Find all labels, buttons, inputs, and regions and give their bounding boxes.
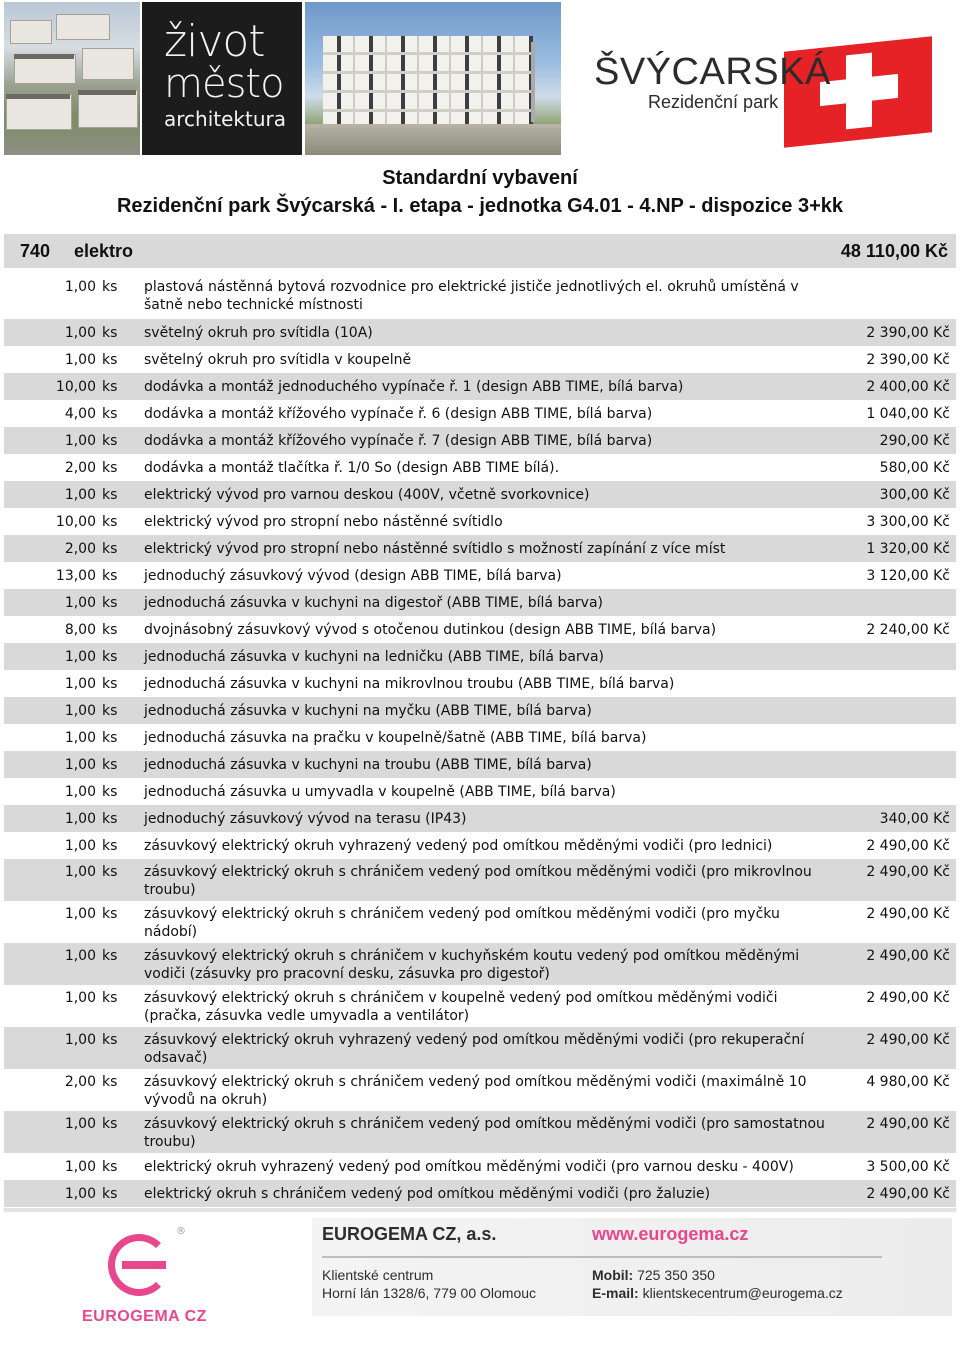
item-price: 2 490,00 Kč xyxy=(866,1186,950,1202)
item-unit: ks xyxy=(102,757,118,773)
item-quantity: 1,00 xyxy=(64,595,96,611)
item-price: 2 390,00 Kč xyxy=(866,352,950,368)
footer xyxy=(4,1208,956,1368)
item-quantity: 1,00 xyxy=(64,487,96,503)
item-unit: ks xyxy=(102,568,118,584)
footer-address-line1: Klientské centrum xyxy=(322,1267,434,1283)
item-description: jednoduchá zásuvka v kuchyni na troubu (ABB TIME, bílá barva) xyxy=(144,757,592,773)
item-price: 2 390,00 Kč xyxy=(866,325,950,341)
table-row xyxy=(4,400,956,427)
header-banner xyxy=(4,2,956,155)
item-description: zásuvkový elektrický okruh vyhrazený vedený pod omítkou měděnými vodiči (pro lednici) xyxy=(144,838,773,854)
section-name: elektro xyxy=(74,241,134,261)
item-quantity: 1,00 xyxy=(64,730,96,746)
item-unit: ks xyxy=(102,433,118,449)
item-quantity: 1,00 xyxy=(64,1032,96,1048)
item-quantity: 2,00 xyxy=(64,460,96,476)
item-unit: ks xyxy=(102,379,118,395)
table-row xyxy=(4,643,956,670)
item-price: 580,00 Kč xyxy=(879,460,950,476)
svycarska-brand xyxy=(562,2,956,155)
item-quantity: 1,00 xyxy=(64,838,96,854)
table-row xyxy=(4,1027,956,1069)
table-row xyxy=(4,778,956,805)
logo-line-1: život xyxy=(164,16,265,67)
section-code: 740 xyxy=(20,241,51,261)
item-price: 2 490,00 Kč xyxy=(866,838,950,854)
item-quantity: 1,00 xyxy=(64,703,96,719)
item-description: světelný okruh pro svítidla (10A) xyxy=(144,325,373,341)
table-row xyxy=(4,1180,956,1207)
table-row xyxy=(4,508,956,535)
item-quantity: 10,00 xyxy=(55,379,96,395)
item-quantity: 4,00 xyxy=(64,406,96,422)
item-description: zásuvkový elektrický okruh vyhrazený vedený pod omítkou měděnými vodiči (pro rekuperační odsavač) xyxy=(144,1032,805,1066)
item-quantity: 10,00 xyxy=(55,514,96,530)
item-unit: ks xyxy=(102,352,118,368)
item-unit: ks xyxy=(102,325,118,341)
email-label: E-mail: xyxy=(592,1285,639,1301)
mobile-label: Mobil: xyxy=(592,1267,634,1283)
item-quantity: 1,00 xyxy=(64,279,96,295)
item-unit: ks xyxy=(102,990,118,1006)
item-quantity: 1,00 xyxy=(64,676,96,692)
item-unit: ks xyxy=(102,1186,118,1202)
items-table xyxy=(4,274,956,1207)
item-price: 3 500,00 Kč xyxy=(866,1159,950,1175)
table-row xyxy=(4,454,956,481)
table-row xyxy=(4,1111,956,1153)
item-price: 2 490,00 Kč xyxy=(866,990,950,1006)
item-price: 1 320,00 Kč xyxy=(866,541,950,557)
item-quantity: 1,00 xyxy=(64,990,96,1006)
zivot-mesto-logo xyxy=(142,2,302,155)
item-price: 2 240,00 Kč xyxy=(866,622,950,638)
item-price: 340,00 Kč xyxy=(879,811,950,827)
table-row xyxy=(4,832,956,859)
logo-line-3: architektura xyxy=(164,107,286,131)
item-price: 300,00 Kč xyxy=(879,487,950,503)
table-row xyxy=(4,859,956,901)
item-description: elektrický okruh s chráničem vedený pod omítkou měděnými vodiči (pro žaluzie) xyxy=(144,1186,711,1202)
item-quantity: 1,00 xyxy=(64,1116,96,1132)
item-price: 3 300,00 Kč xyxy=(866,514,950,530)
item-unit: ks xyxy=(102,1116,118,1132)
item-price: 2 490,00 Kč xyxy=(866,1116,950,1132)
item-description: dodávka a montáž křížového vypínače ř. 6 (design ABB TIME, bílá barva) xyxy=(144,406,653,422)
table-row xyxy=(4,535,956,562)
item-quantity: 2,00 xyxy=(64,541,96,557)
item-price: 290,00 Kč xyxy=(879,433,950,449)
item-price: 2 490,00 Kč xyxy=(866,1032,950,1048)
table-row xyxy=(4,319,956,346)
item-unit: ks xyxy=(102,1159,118,1175)
section-total: 48 110,00 Kč xyxy=(840,241,948,261)
table-row xyxy=(4,697,956,724)
item-quantity: 1,00 xyxy=(64,649,96,665)
footer-company: EUROGEMA CZ, a.s. xyxy=(322,1224,497,1244)
item-price: 4 980,00 Kč xyxy=(866,1074,950,1090)
item-unit: ks xyxy=(102,703,118,719)
building-photo xyxy=(305,2,561,155)
item-description: jednoduchá zásuvka v kuchyni na myčku (ABB TIME, bílá barva) xyxy=(144,703,592,719)
table-row xyxy=(4,943,956,985)
item-price: 3 120,00 Kč xyxy=(866,568,950,584)
item-unit: ks xyxy=(102,906,118,922)
item-description: zásuvkový elektrický okruh s chráničem v kuchyňském koutu vedený pod omítkou měděnými vodiči (zásuvky pro pracovní desku, zásuvka pro digestoř) xyxy=(144,948,800,982)
item-quantity: 1,00 xyxy=(64,433,96,449)
item-unit: ks xyxy=(102,948,118,964)
item-quantity: 1,00 xyxy=(64,352,96,368)
item-description: zásuvkový elektrický okruh s chráničem vedený pod omítkou měděnými vodiči (pro myčku nádobí) xyxy=(144,906,780,940)
table-row xyxy=(4,616,956,643)
section-header xyxy=(4,234,956,268)
item-unit: ks xyxy=(102,676,118,692)
item-unit: ks xyxy=(102,1074,118,1090)
table-row xyxy=(4,481,956,508)
item-quantity: 1,00 xyxy=(64,906,96,922)
item-quantity: 2,00 xyxy=(64,1074,96,1090)
table-row xyxy=(4,805,956,832)
item-description: jednoduchá zásuvka v kuchyni na digestoř (ABB TIME, bílá barva) xyxy=(144,595,603,611)
table-row xyxy=(4,724,956,751)
item-quantity: 1,00 xyxy=(64,864,96,880)
brand-subtitle: Rezidenční park xyxy=(648,92,779,112)
item-unit: ks xyxy=(102,622,118,638)
item-quantity: 1,00 xyxy=(64,325,96,341)
table-row xyxy=(4,427,956,454)
footer-mobile xyxy=(592,1266,715,1284)
item-quantity: 13,00 xyxy=(55,568,96,584)
table-row xyxy=(4,562,956,589)
mobile-number: 725 350 350 xyxy=(637,1267,715,1283)
item-unit: ks xyxy=(102,514,118,530)
item-price: 2 490,00 Kč xyxy=(866,864,950,880)
table-row xyxy=(4,346,956,373)
item-unit: ks xyxy=(102,541,118,557)
item-description: elektrický vývod pro stropní nebo nástěnné svítidlo xyxy=(144,514,503,530)
item-unit: ks xyxy=(102,460,118,476)
item-description: jednoduchá zásuvka v kuchyni na mikrovlnou troubu (ABB TIME, bílá barva) xyxy=(144,676,675,692)
item-description: jednoduchá zásuvka na pračku v koupelně/šatně (ABB TIME, bílá barva) xyxy=(144,730,647,746)
item-quantity: 1,00 xyxy=(64,1159,96,1175)
item-description: elektrický vývod pro varnou deskou (400V, včetně svorkovnice) xyxy=(144,487,590,503)
footer-address-line2: Horní lán 1328/6, 779 00 Olomouc xyxy=(322,1285,537,1301)
table-row xyxy=(4,373,956,400)
item-unit: ks xyxy=(102,406,118,422)
item-description: jednoduchý zásuvkový vývod (design ABB TIME, bílá barva) xyxy=(144,568,562,584)
item-unit: ks xyxy=(102,649,118,665)
item-unit: ks xyxy=(102,1032,118,1048)
item-unit: ks xyxy=(102,595,118,611)
item-description: jednoduchá zásuvka v kuchyni na ledničku (ABB TIME, bílá barva) xyxy=(144,649,605,665)
item-description: plastová nástěnná bytová rozvodnice pro elektrické jističe jednotlivých el. okruhů umístěná v šatně nebo technické místnosti xyxy=(144,279,799,313)
item-price: 2 490,00 Kč xyxy=(866,906,950,922)
footer-website-link[interactable]: www.eurogema.cz xyxy=(592,1224,749,1244)
item-description: jednoduchá zásuvka u umyvadla v koupelně (ABB TIME, bílá barva) xyxy=(144,784,616,800)
item-unit: ks xyxy=(102,811,118,827)
item-description: světelný okruh pro svítidla v koupelně xyxy=(144,352,412,368)
item-description: zásuvkový elektrický okruh s chráničem vedený pod omítkou měděnými vodiči (pro samostatnou troubu) xyxy=(144,1116,825,1150)
item-description: dodávka a montáž tlačítka ř. 1/0 So (design ABB TIME bílá). xyxy=(144,460,560,476)
table-row xyxy=(4,274,956,319)
table-row xyxy=(4,751,956,778)
item-description: dodávka a montáž jednoduchého vypínače ř. 1 (design ABB TIME, bílá barva) xyxy=(144,379,684,395)
item-price: 2 490,00 Kč xyxy=(866,948,950,964)
registered-icon: ® xyxy=(176,1226,186,1237)
item-quantity: 1,00 xyxy=(64,1186,96,1202)
footer-email xyxy=(592,1284,843,1302)
brand-name: ŠVÝCARSKÁ xyxy=(594,51,831,93)
item-unit: ks xyxy=(102,730,118,746)
item-unit: ks xyxy=(102,279,118,295)
item-quantity: 1,00 xyxy=(64,757,96,773)
footer-logo-text: EUROGEMA CZ xyxy=(82,1308,207,1325)
item-quantity: 1,00 xyxy=(64,784,96,800)
item-unit: ks xyxy=(102,864,118,880)
item-description: dvojnásobný zásuvkový vývod s otočenou dutinkou (design ABB TIME, bílá barva) xyxy=(144,622,717,638)
item-price: 1 040,00 Kč xyxy=(866,406,950,422)
item-quantity: 8,00 xyxy=(64,622,96,638)
table-row xyxy=(4,1153,956,1180)
table-row xyxy=(4,901,956,943)
table-row xyxy=(4,670,956,697)
table-row xyxy=(4,589,956,616)
item-description: zásuvkový elektrický okruh s chráničem v koupelně vedený pod omítkou měděnými vodiči (pračka, zásuvka vedle umyvadla a ventilátor) xyxy=(144,990,778,1024)
item-description: zásuvkový elektrický okruh s chráničem vedený pod omítkou měděnými vodiči (pro mikrovlnou troubu) xyxy=(144,864,812,898)
aerial-photo xyxy=(4,2,140,155)
document-subtitle: Rezidenční park Švýcarská - I. etapa - jednotka G4.01 - 4.NP - dispozice 3+kk xyxy=(116,195,844,217)
logo-line-2: město xyxy=(164,61,284,107)
item-unit: ks xyxy=(102,487,118,503)
document-title: Standardní vybavení xyxy=(382,167,578,189)
item-unit: ks xyxy=(102,838,118,854)
item-unit: ks xyxy=(102,784,118,800)
item-quantity: 1,00 xyxy=(64,811,96,827)
item-quantity: 1,00 xyxy=(64,948,96,964)
item-description: zásuvkový elektrický okruh s chráničem vedený pod omítkou měděnými vodiči (maximálně 10 vývodů na okruh) xyxy=(144,1074,807,1108)
item-description: jednoduchý zásuvkový vývod na terasu (IP43) xyxy=(144,811,467,827)
table-row xyxy=(4,985,956,1027)
email-address[interactable]: klientskecentrum@eurogema.cz xyxy=(642,1285,843,1301)
item-description: elektrický vývod pro stropní nebo nástěnné svítidlo s možností zapínání z více míst xyxy=(144,541,726,557)
item-price: 2 400,00 Kč xyxy=(866,379,950,395)
item-description: dodávka a montáž křížového vypínače ř. 7 (design ABB TIME, bílá barva) xyxy=(144,433,653,449)
item-description: elektrický okruh vyhrazený vedený pod omítkou měděnými vodiči (pro varnou desku - 400V) xyxy=(144,1159,794,1175)
table-row xyxy=(4,1069,956,1111)
